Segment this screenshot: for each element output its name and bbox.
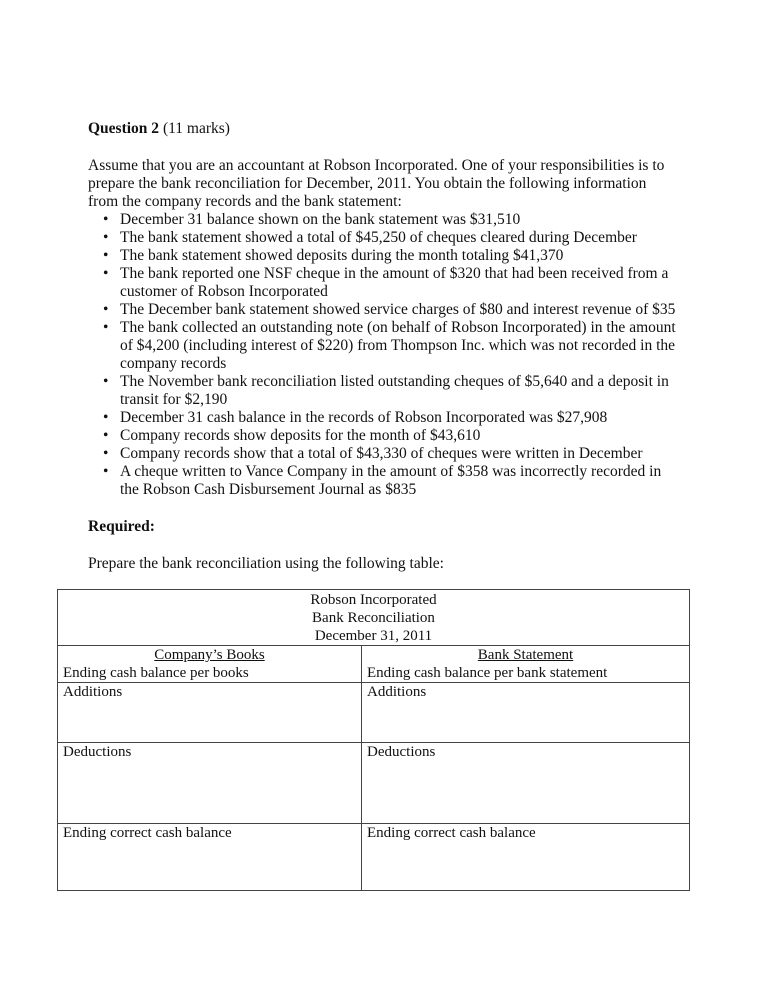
books-heading: Company’s Books bbox=[154, 647, 265, 663]
bank-heading: Bank Statement bbox=[477, 647, 574, 663]
cell-bank-deductions[interactable] bbox=[362, 743, 690, 824]
cell-books-additions[interactable] bbox=[58, 683, 362, 743]
list-item: • Company records show deposits for the month of $43,610 bbox=[120, 427, 680, 445]
cell-books-deductions[interactable] bbox=[58, 743, 362, 824]
list-item: • The bank statement showed a total of $45,250 of cheques cleared during December bbox=[120, 229, 680, 247]
list-item: • Company records show that a total of $43,330 of cheques were written in December bbox=[120, 445, 680, 463]
list-item: • The November bank reconciliation listed outstanding cheques of $5,640 and a deposit in transit for $2,190 bbox=[120, 373, 680, 409]
statement-title: Bank Reconciliation bbox=[312, 610, 435, 626]
table-header bbox=[58, 590, 690, 646]
list-item: • The bank reported one NSF cheque in the amount of $320 that had been received from a customer of Robson Incorporated bbox=[120, 265, 680, 301]
question-title: Question 2 bbox=[88, 120, 160, 137]
intro-paragraph: Assume that you are an accountant at Robson Incorporated. One of your responsibilities is to prepare the bank reconciliation for December, 2011. You obtain the following information from the company records and the bank statement: bbox=[88, 157, 665, 210]
cell-bank-correct[interactable] bbox=[362, 824, 690, 891]
table-row bbox=[58, 646, 690, 683]
info-list bbox=[88, 211, 680, 499]
cell-label: Additions bbox=[63, 684, 123, 700]
statement-date: December 31, 2011 bbox=[314, 628, 433, 644]
cell-bank-additions[interactable] bbox=[362, 683, 690, 743]
list-item: • The bank collected an outstanding note (on behalf of Robson Incorporated) in the amount of $4,200 (including interest of $220) from Thompson Inc. which was not recorded in the company records bbox=[120, 319, 680, 373]
company-name: Robson Incorporated bbox=[310, 592, 437, 608]
table-row bbox=[58, 683, 690, 743]
cell-label: Deductions bbox=[63, 744, 132, 760]
document-page bbox=[63, 0, 680, 891]
cell-label: Ending cash balance per books bbox=[63, 665, 249, 681]
list-item: • December 31 balance shown on the bank statement was $31,510 bbox=[120, 211, 680, 229]
table-row bbox=[58, 743, 690, 824]
reconciliation-table bbox=[57, 589, 690, 891]
cell-label: Ending correct cash balance bbox=[63, 825, 232, 841]
list-item: • December 31 cash balance in the records of Robson Incorporated was $27,908 bbox=[120, 409, 680, 427]
list-item: • A cheque written to Vance Company in the amount of $358 was incorrectly recorded in the Robson Cash Disbursement Journal as $835 bbox=[120, 463, 680, 499]
list-item: • The December bank statement showed service charges of $80 and interest revenue of $35 bbox=[120, 301, 680, 319]
table-row bbox=[58, 824, 690, 891]
required-heading: Required: bbox=[88, 518, 155, 535]
cell-label: Ending correct cash balance bbox=[367, 825, 536, 841]
cell-books-correct[interactable] bbox=[58, 824, 362, 891]
cell-label: Ending cash balance per bank statement bbox=[367, 665, 608, 681]
cell-books-ending[interactable] bbox=[58, 646, 362, 683]
question-heading bbox=[88, 120, 680, 138]
question-marks: (11 marks) bbox=[162, 120, 230, 137]
cell-bank-ending[interactable] bbox=[362, 646, 690, 683]
list-item: • The bank statement showed deposits during the month totaling $41,370 bbox=[120, 247, 680, 265]
cell-label: Deductions bbox=[367, 744, 436, 760]
prepare-instruction: Prepare the bank reconciliation using the following table: bbox=[88, 555, 444, 572]
cell-label: Additions bbox=[367, 684, 427, 700]
